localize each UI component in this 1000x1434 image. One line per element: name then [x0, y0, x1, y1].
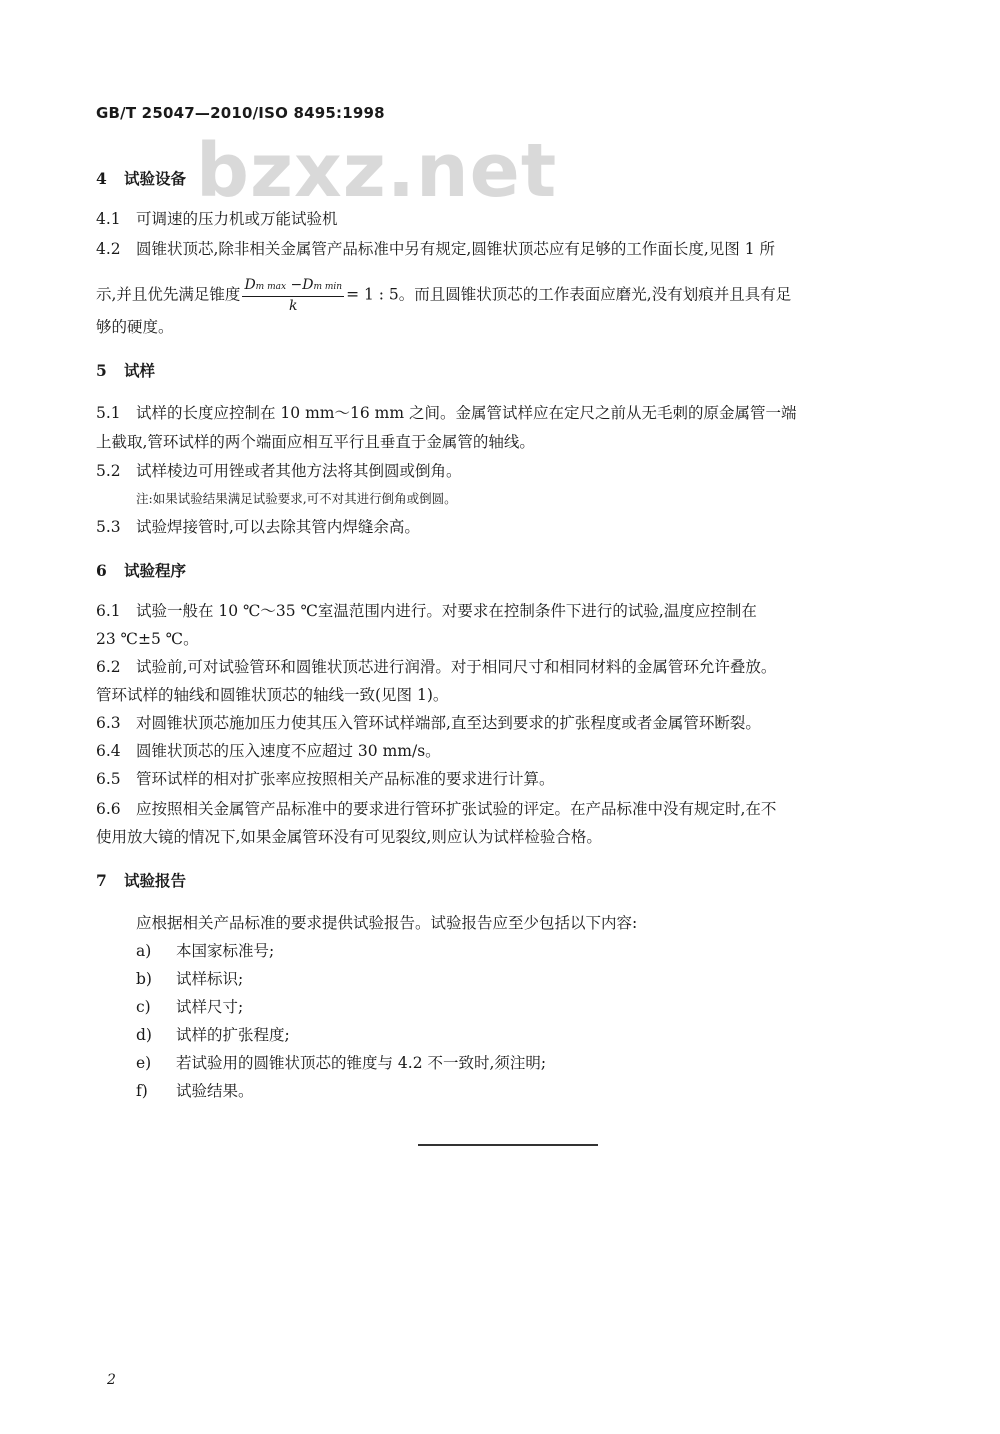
clause-6-2-number: 6.2	[96, 658, 121, 676]
page-number: 2	[107, 1372, 116, 1388]
clause-5-2-number: 5.2	[96, 462, 121, 480]
clause-4-2-line-3: 够的硬度。	[96, 318, 174, 336]
clause-6-2-line-1: 试验前,可对试验管环和圆锥状顶芯进行润滑。对于相同尺寸和相同材料的金属管环允许叠放。	[136, 658, 777, 676]
clause-6-2-line-2: 管环试样的轴线和圆锥状顶芯的轴线一致(见图 1)。	[96, 686, 449, 704]
clause-6-5-number: 6.5	[96, 770, 121, 788]
section-5-number: 5	[96, 361, 107, 380]
clause-6-6-number: 6.6	[96, 800, 121, 818]
clause-6-4	[96, 740, 441, 762]
report-item-mark: d)	[136, 1026, 152, 1044]
clause-4-2-line-2-row	[96, 276, 791, 315]
d-min-subscript: m min	[313, 282, 343, 292]
clause-6-3	[96, 712, 761, 734]
section-6-heading	[96, 560, 186, 582]
section-7-heading	[96, 870, 186, 892]
clause-4-1-text: 可调速的压力机或万能试验机	[136, 210, 338, 228]
section-6-number: 6	[96, 561, 107, 580]
watermark: bzxz.net	[196, 128, 558, 214]
minus-sign: −	[286, 277, 303, 293]
clause-4-2-line-2-pre: 示,并且优先满足锥度	[96, 285, 241, 304]
section-7-title: 试验报告	[124, 871, 187, 890]
report-item-mark: b)	[136, 970, 152, 988]
clause-6-2	[96, 656, 776, 678]
report-item-text: 本国家标准号;	[176, 942, 275, 960]
report-item-text: 若试验用的圆锥状顶芯的锥度与 4.2 不一致时,须注明;	[176, 1054, 547, 1072]
report-item-mark: e)	[136, 1054, 152, 1072]
clause-4-2-number: 4.2	[96, 240, 121, 258]
clause-4-2-line-2-post: = 1 : 5。而且圆锥状顶芯的工作表面应磨光,没有划痕并且具有足	[346, 285, 792, 304]
clause-5-3-number: 5.3	[96, 518, 121, 536]
report-item-text: 试样尺寸;	[176, 998, 244, 1016]
report-item	[136, 1052, 546, 1074]
report-item	[136, 1024, 290, 1046]
section-4-heading	[96, 168, 186, 190]
report-item-mark: f)	[136, 1082, 148, 1100]
clause-5-1-line-1: 试样的长度应控制在 10 mm～16 mm 之间。金属管试样应在定尺之前从无毛刺的原金属管一端	[136, 404, 797, 422]
section-5-heading	[96, 360, 155, 382]
clause-4-1	[96, 208, 338, 230]
clause-6-3-text: 对圆锥状顶芯施加压力使其压入管环试样端部,直至达到要求的扩张程度或者金属管环断裂。	[136, 714, 761, 732]
clause-6-6-line-2: 使用放大镜的情况下,如果金属管环没有可见裂纹,则应认为试样检验合格。	[96, 828, 602, 846]
clause-6-1	[96, 600, 757, 622]
section-7-number: 7	[96, 871, 107, 890]
report-item	[136, 1080, 254, 1102]
report-item	[136, 996, 243, 1018]
clause-5-1-number: 5.1	[96, 404, 121, 422]
section-4-number: 4	[96, 169, 107, 188]
clause-5-3-text: 试验焊接管时,可以去除其管内焊缝余高。	[136, 518, 420, 536]
clause-4-2	[96, 238, 775, 260]
clause-5-3	[96, 516, 420, 538]
clause-6-5	[96, 768, 555, 790]
clause-6-1-line-1: 试验一般在 10 ℃～35 ℃室温范围内进行。对要求在控制条件下进行的试验,温度应控制在	[136, 602, 757, 620]
clause-6-1-line-2: 23 ℃±5 ℃。	[96, 630, 199, 648]
clause-5-2	[96, 460, 462, 482]
clause-6-1-number: 6.1	[96, 602, 121, 620]
report-item-mark: a)	[136, 942, 152, 960]
report-item	[136, 940, 274, 962]
report-item-text: 试样标识;	[176, 970, 244, 988]
clause-5-2-text: 试样棱边可用锉或者其他方法将其倒圆或倒角。	[136, 462, 462, 480]
end-of-document-rule	[418, 1144, 598, 1146]
clause-6-6-line-1: 应按照相关金属管产品标准中的要求进行管环扩张试验的评定。在产品标准中没有规定时,在不	[136, 800, 777, 818]
d-max-symbol: D	[244, 277, 256, 293]
report-item-mark: c)	[136, 998, 151, 1016]
section-4-title: 试验设备	[124, 169, 187, 188]
report-item-text: 试验结果。	[176, 1082, 254, 1100]
report-item	[136, 968, 243, 990]
clause-6-6	[96, 798, 776, 820]
d-min-symbol: D	[302, 277, 314, 293]
report-item-text: 试样的扩张程度;	[176, 1026, 290, 1044]
taper-formula	[242, 276, 344, 315]
taper-formula-denominator: k	[289, 298, 298, 314]
d-max-subscript: m max	[255, 282, 287, 292]
clause-6-4-number: 6.4	[96, 742, 121, 760]
clause-5-2-note: 注:如果试验结果满足试验要求,可不对其进行倒角或倒圆。	[136, 491, 457, 506]
clause-4-1-number: 4.1	[96, 210, 121, 228]
section-5-title: 试样	[124, 361, 156, 380]
section-6-title: 试验程序	[124, 561, 187, 580]
clause-6-5-text: 管环试样的相对扩张率应按照相关产品标准的要求进行计算。	[136, 770, 555, 788]
clause-6-4-text: 圆锥状顶芯的压入速度不应超过 30 mm/s。	[136, 742, 441, 760]
clause-5-1-line-2: 上截取,管环试样的两个端面应相互平行且垂直于金属管的轴线。	[96, 433, 535, 451]
standard-number-header: GB/T 25047—2010/ISO 8495:1998	[96, 104, 385, 122]
clause-6-3-number: 6.3	[96, 714, 121, 732]
report-intro: 应根据相关产品标准的要求提供试验报告。试验报告应至少包括以下内容:	[136, 914, 638, 932]
clause-5-1	[96, 402, 796, 424]
clause-4-2-line-1: 圆锥状顶芯,除非相关金属管产品标准中另有规定,圆锥状顶芯应有足够的工作面长度,见图 1 所	[136, 240, 775, 258]
taper-formula-numerator	[242, 276, 344, 297]
